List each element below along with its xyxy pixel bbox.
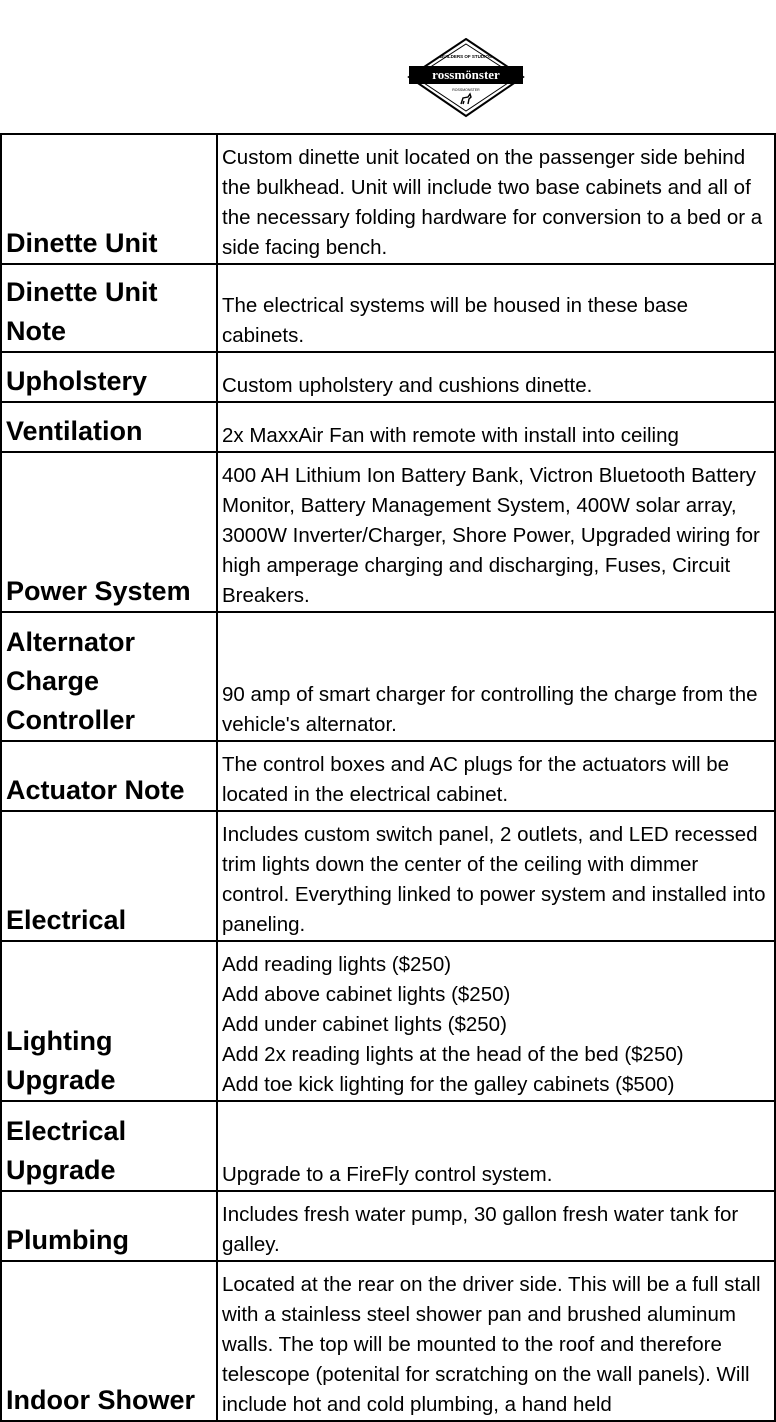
row-description: The control boxes and AC plugs for the actuators will be located in the electrical cabinet. — [217, 741, 775, 811]
table-row — [1, 1191, 775, 1261]
row-label: Actuator Note — [1, 741, 217, 811]
table-row — [1, 402, 775, 452]
row-label: Electrical — [1, 811, 217, 941]
logo-bottom-text: ROSSMONSTER — [452, 88, 480, 92]
table-row — [1, 1261, 775, 1421]
row-label: Dinette Unit — [1, 134, 217, 264]
table-row — [1, 352, 775, 402]
row-description: The electrical systems will be housed in these base cabinets. — [217, 264, 775, 352]
row-description: Custom upholstery and cushions dinette. — [217, 352, 775, 402]
table-row — [1, 741, 775, 811]
row-label: Dinette Unit Note — [1, 264, 217, 352]
table-row — [1, 941, 775, 1101]
row-label: Lighting Upgrade — [1, 941, 217, 1101]
row-description: Includes custom switch panel, 2 outlets, and LED recessed trim lights down the center of the ceiling with dimmer control. Everything linked to power system and installed into paneling. — [217, 811, 775, 941]
row-label: Plumbing — [1, 1191, 217, 1261]
list-item: Add under cabinet lights ($250) — [222, 1013, 507, 1036]
row-label: Electrical Upgrade — [1, 1101, 217, 1191]
table-row — [1, 811, 775, 941]
rossmonster-logo — [406, 38, 526, 118]
row-label: Ventilation — [1, 402, 217, 452]
row-label: Power System — [1, 452, 217, 612]
table-row — [1, 1101, 775, 1191]
table-row — [1, 452, 775, 612]
row-label: Alternator Charge Controller — [1, 612, 217, 741]
list-item: Add 2x reading lights at the head of the bed ($250) — [222, 1043, 684, 1066]
list-item: Add reading lights ($250) — [222, 953, 452, 976]
row-description: 2x MaxxAir Fan with remote with install into ceiling — [217, 402, 775, 452]
table-row — [1, 134, 775, 264]
row-description: 400 AH Lithium Ion Battery Bank, Victron Bluetooth Battery Monitor, Battery Management System, 400W solar array, 3000W Inverter/Charger, Shore Power, Upgraded wiring for high amperage charging and discharging, Fuses, Circuit Breakers. — [217, 452, 775, 612]
logo-brand-text: rossmönster — [432, 67, 500, 82]
row-description: Upgrade to a FireFly control system. — [217, 1101, 775, 1191]
list-item: Add above cabinet lights ($250) — [222, 983, 511, 1006]
row-description: Located at the rear on the driver side. This will be a full stall with a stainless steel shower pan and brushed aluminum walls. The top will be mounted to the roof and therefore telescope (potenital for scratching on the wall panels). Will include hot and cold plumbing, a hand held — [217, 1261, 775, 1421]
row-label: Indoor Shower — [1, 1261, 217, 1421]
logo-badge — [406, 38, 526, 118]
table-row — [1, 612, 775, 741]
spec-table — [0, 133, 776, 1422]
row-description — [217, 941, 775, 1101]
row-description: Includes fresh water pump, 30 gallon fresh water tank for galley. — [217, 1191, 775, 1261]
row-label: Upholstery — [1, 352, 217, 402]
table-row — [1, 264, 775, 352]
logo-top-text: BUILDERS OF STUDIOS — [440, 54, 492, 59]
row-description: Custom dinette unit located on the passenger side behind the bulkhead. Unit will include two base cabinets and all of the necessary folding hardware for conversion to a bed or a side facing bench. — [217, 134, 775, 264]
row-description: 90 amp of smart charger for controlling the charge from the vehicle's alternator. — [217, 612, 775, 741]
list-item: Add toe kick lighting for the galley cabinets ($500) — [222, 1073, 675, 1096]
